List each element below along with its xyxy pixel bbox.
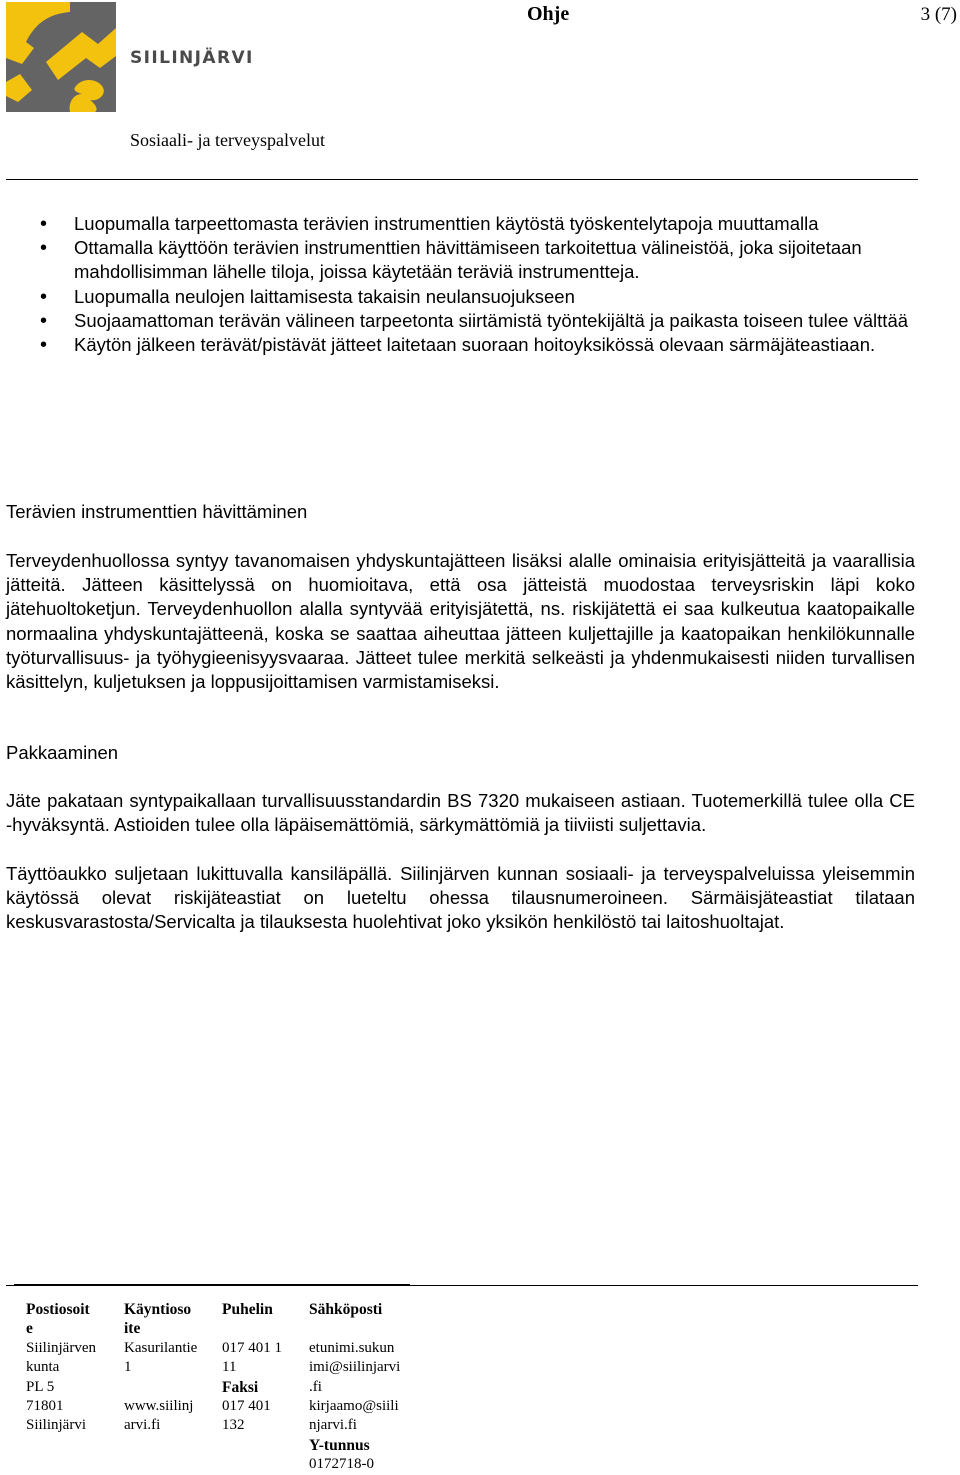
logo-emblem-icon: [6, 2, 116, 112]
footer-website-link[interactable]: www.siilinj: [124, 1398, 194, 1415]
section-paragraph-packaging-1: Jäte pakataan syntypaikallaan turvallisuusstandardin BS 7320 mukaiseen astiaan. Tuotemerkillä tulee olla CE -hyväksyntä. Astioiden tulee olla läpäisemättömiä, särkymättömiä ja tiiviisti suljettavia.: [6, 790, 915, 836]
footer-value: 017 401: [222, 1398, 271, 1415]
footer-value: 132: [222, 1417, 245, 1434]
footer-label: Puhelin: [222, 1301, 273, 1318]
list-item: • Luopumalla neulojen laittamisesta takaisin neulansuojukseen: [40, 285, 920, 309]
footer-label: Postiosoit: [26, 1301, 90, 1318]
department-name: Sosiaali- ja terveyspalvelut: [130, 130, 325, 150]
header-divider: [6, 179, 918, 180]
list-item: • Luopumalla tarpeettomasta terävien instrumenttien käytöstä työskentelytapoja muuttamalla: [40, 212, 920, 236]
footer-value: PL 5: [26, 1378, 55, 1395]
page-number: 3 (7): [920, 4, 957, 25]
footer-email-link[interactable]: .fi: [309, 1378, 322, 1395]
footer-value: kunta: [26, 1359, 60, 1376]
footer-value: Kasurilantie: [124, 1339, 198, 1356]
footer-divider-accent: [14, 1284, 410, 1286]
footer-website-link[interactable]: arvi.fi: [124, 1417, 161, 1434]
document-type: Ohje: [527, 3, 570, 25]
footer-phone: [222, 1300, 292, 1436]
footer-business-id: 0172718-0: [309, 1456, 374, 1473]
footer-email-link[interactable]: etunimi.sukun: [309, 1339, 395, 1356]
list-item: • Käytön jälkeen terävät/pistävät jätteet laitetaan suoraan hoitoyksikössä olevaan särmäjäteastiaan.: [40, 333, 920, 357]
footer-value: Siilinjärvi: [26, 1417, 86, 1434]
section-heading-disposal: Terävien instrumenttien hävittäminen: [6, 501, 308, 522]
footer-value: 017 401 1: [222, 1339, 282, 1356]
footer-email-link[interactable]: njarvi.fi: [309, 1417, 357, 1434]
footer-email-link[interactable]: imi@siilinjarvi: [309, 1359, 401, 1376]
footer-email-link[interactable]: kirjaamo@siili: [309, 1398, 399, 1415]
footer-value: 11: [222, 1359, 237, 1376]
footer-label: Faksi: [222, 1378, 259, 1396]
footer-value: Siilinjärven: [26, 1339, 96, 1356]
siilinjarvi-logo: [6, 2, 116, 112]
footer-label: e: [26, 1320, 33, 1338]
footer-email: [309, 1300, 409, 1475]
footer-label: ite: [124, 1320, 141, 1338]
footer-visiting-address: [124, 1300, 204, 1436]
footer-value: 1: [124, 1359, 132, 1376]
footer-label: Sähköposti: [309, 1301, 383, 1318]
logo-wordmark: SIILINJÄRVI: [130, 48, 254, 68]
list-item: • Ottamalla käyttöön terävien instrumenttien hävittämiseen tarkoitettua välineistöä, joka sijoitetaan mahdollisimman lähelle tiloja, joissa käytetään teräviä instrumentteja.: [40, 236, 920, 284]
list-item: • Suojaamattoman terävän välineen tarpeetonta siirtämistä työntekijältä ja paikasta toiseen tulee välttää: [40, 309, 920, 333]
section-paragraph-disposal: Terveydenhuollossa syntyy tavanomaisen yhdyskuntajätteen lisäksi alalle ominaisia erityisjätteitä ja vaarallisia jätteitä. Jätteen käsittelyssä on huomioitava, että osa jätteistä muodostaa terveysriskin läpi koko jätehuoltoketjun. Terveydenhuollon alalla syntyvää erityisjätettä, ns. riskijätettä ei saa kulkeutua kaatopaikalle normaalina yhdyskuntajätteenä, koska se saattaa aiheuttaa jätteen kuljettajille ja kaatopaikan henkilökunnalle työturvallisuus- ja työhygieenisyysvaaraa. Jätteet tulee merkitä selkeästi ja yhdenmukaisesti niiden turvallisen käsittelyn, kuljetuksen ja loppusijoittamisen varmistamiseksi.: [6, 550, 915, 693]
bullet-list: [40, 212, 920, 357]
footer-value: [124, 1378, 204, 1397]
footer-label: Y-tunnus: [309, 1436, 370, 1454]
footer-label: Käyntioso: [124, 1301, 192, 1318]
section-paragraph-packaging-2: Täyttöaukko suljetaan lukittuvalla kansiläpällä. Siilinjärven kunnan sosiaali- ja terveyspalveluissa yleisemmin käytössä olevat riskijäteastiat on lueteltu ohessa tilausnumeroineen. Särmäisjäteastiat tilataan keskusvarastosta/Servicalta ja tilauksesta huolehtivat joko yksikön henkilöstö tai laitoshuoltajat.: [6, 863, 915, 933]
section-heading-packaging: Pakkaaminen: [6, 742, 119, 763]
footer-postal-address: [26, 1300, 106, 1436]
footer-value: 71801: [26, 1398, 64, 1415]
